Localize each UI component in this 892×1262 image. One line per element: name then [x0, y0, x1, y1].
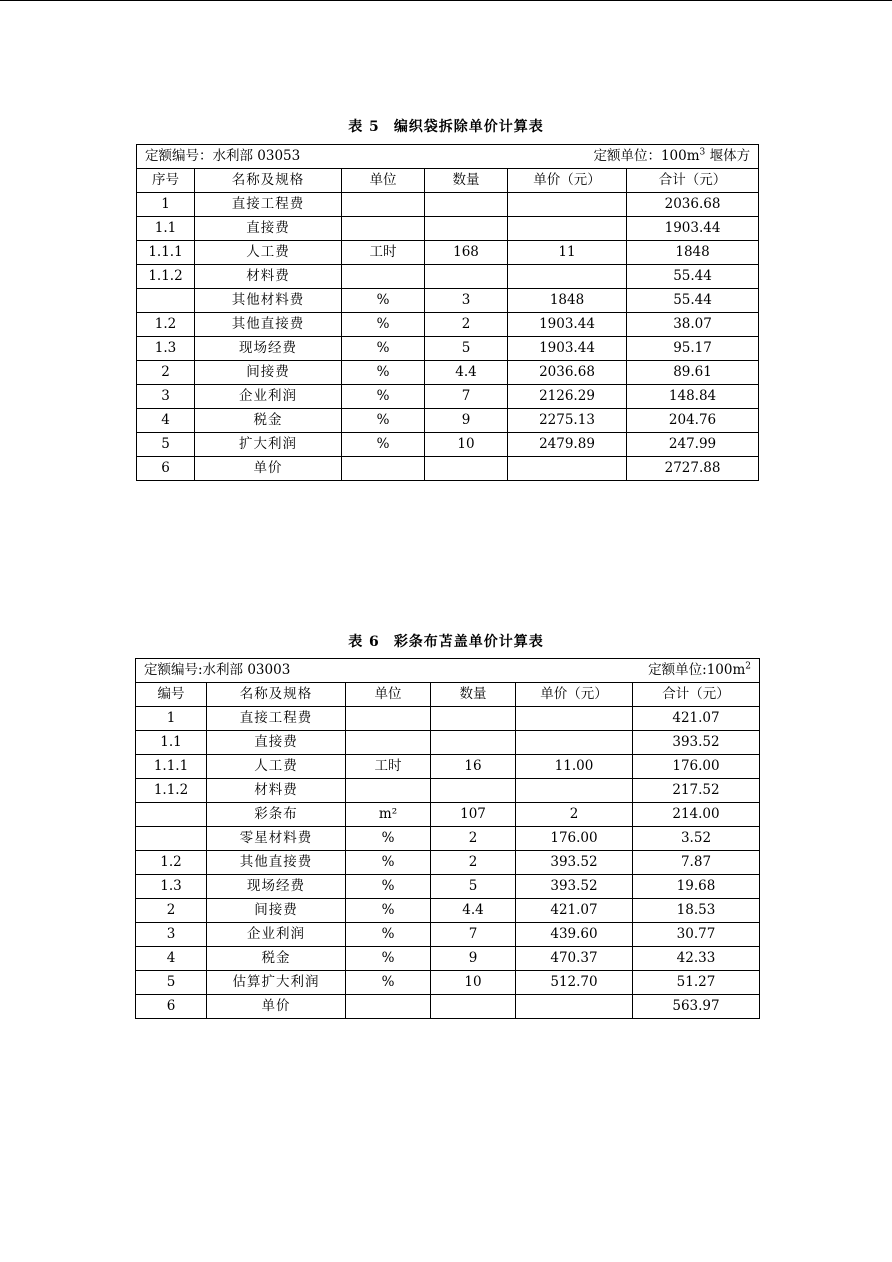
table6-cell-quantity	[431, 731, 516, 755]
table5-cell-unit-price	[508, 265, 627, 289]
table5-cell-item-name: 直接工程费	[195, 193, 342, 217]
table5-cell-unit: %	[342, 313, 425, 337]
table6-row	[136, 971, 760, 995]
table6-cell-item-name: 材料费	[207, 779, 346, 803]
table6-cell-item-name: 直接工程费	[207, 707, 346, 731]
table5-cell-quantity: 10	[425, 433, 508, 457]
table6-header-cell: 数量	[431, 683, 516, 707]
table5-cell-index: 1	[137, 193, 195, 217]
table6-quota-number: 定额编号:水利部 03003	[144, 662, 291, 678]
table6-cell-quantity: 107	[431, 803, 516, 827]
table5-cell-quantity	[425, 457, 508, 481]
table5-cell-total: 1903.44	[627, 217, 759, 241]
table5-cell-unit-price: 2479.89	[508, 433, 627, 457]
table6-cell-unit-price: 176.00	[516, 827, 633, 851]
table6-cell-unit: %	[346, 971, 431, 995]
table5-cell-index: 1.1.2	[137, 265, 195, 289]
table6-header-cell: 编号	[136, 683, 207, 707]
table5-cell-unit: 工时	[342, 241, 425, 265]
table5-header-cell: 单位	[342, 169, 425, 193]
table5-cell-item-name: 扩大利润	[195, 433, 342, 457]
table6	[135, 658, 760, 1019]
table5-cell-unit-price: 2036.68	[508, 361, 627, 385]
table6-cell-unit: %	[346, 947, 431, 971]
table5-cell-total: 204.76	[627, 409, 759, 433]
table5-cell-unit-price: 2126.29	[508, 385, 627, 409]
table5-cell-unit-price: 1903.44	[508, 313, 627, 337]
table6-cell-index: 1.3	[136, 875, 207, 899]
table6-cell-total: 3.52	[633, 827, 760, 851]
table5-cell-index: 2	[137, 361, 195, 385]
table6-cell-total: 7.87	[633, 851, 760, 875]
table5-cell-unit-price: 1903.44	[508, 337, 627, 361]
table6-cell-index: 4	[136, 947, 207, 971]
table5-cell-unit: %	[342, 337, 425, 361]
table6-row	[136, 995, 760, 1019]
table6-row	[136, 899, 760, 923]
table6-row	[136, 947, 760, 971]
table6-cell-item-name: 企业利润	[207, 923, 346, 947]
table6-cell-quantity: 9	[431, 947, 516, 971]
table6-cell-unit	[346, 707, 431, 731]
table6-cell-item-name: 零星材料费	[207, 827, 346, 851]
table5-row	[137, 409, 759, 433]
table5-cell-item-name: 企业利润	[195, 385, 342, 409]
table6-cell-item-name: 人工费	[207, 755, 346, 779]
table6-cell-index: 5	[136, 971, 207, 995]
table5-row	[137, 385, 759, 409]
table6-cell-quantity: 2	[431, 851, 516, 875]
table5-cell-item-name: 材料费	[195, 265, 342, 289]
table6-row	[136, 731, 760, 755]
table6-header-cell: 单位	[346, 683, 431, 707]
table6-cell-unit-price	[516, 779, 633, 803]
table6-cell-total: 217.52	[633, 779, 760, 803]
table5-cell-unit-price	[508, 457, 627, 481]
table5-cell-total: 148.84	[627, 385, 759, 409]
table6-row	[136, 779, 760, 803]
table5-cell-total: 2036.68	[627, 193, 759, 217]
table6-cell-unit-price	[516, 995, 633, 1019]
table6-cell-item-name: 直接费	[207, 731, 346, 755]
table5-cell-total: 95.17	[627, 337, 759, 361]
table5-cell-unit: %	[342, 433, 425, 457]
table5-cell-index: 1.1	[137, 217, 195, 241]
table6-cell-unit-price: 470.37	[516, 947, 633, 971]
table5-cell-unit	[342, 457, 425, 481]
table6-cell-unit: %	[346, 899, 431, 923]
table5-cell-index: 5	[137, 433, 195, 457]
table6-cell-unit-price: 11.00	[516, 755, 633, 779]
table6-cell-index: 1.1	[136, 731, 207, 755]
table5-header-cell: 序号	[137, 169, 195, 193]
table5-caption-title: 编织袋拆除单价计算表	[393, 119, 544, 135]
table5-cell-total: 38.07	[627, 313, 759, 337]
table6-cell-unit-price	[516, 707, 633, 731]
table6-cell-total: 393.52	[633, 731, 760, 755]
table5-row	[137, 457, 759, 481]
table6-cell-unit	[346, 731, 431, 755]
table6-header-cell: 单价（元）	[516, 683, 633, 707]
table6-cell-total: 214.00	[633, 803, 760, 827]
table5-cell-index: 6	[137, 457, 195, 481]
table5-row	[137, 241, 759, 265]
table6-cell-unit: m²	[346, 803, 431, 827]
table5-row	[137, 193, 759, 217]
table5	[136, 144, 759, 481]
table6-cell-quantity: 10	[431, 971, 516, 995]
table5-row	[137, 361, 759, 385]
table5-cell-index: 1.1.1	[137, 241, 195, 265]
table5-cell-unit-price: 1848	[508, 289, 627, 313]
table5-cell-unit: %	[342, 361, 425, 385]
table6-row	[136, 803, 760, 827]
page-top-border	[0, 0, 892, 1]
table5-quota-number: 定额编号：水利部 03053	[145, 148, 301, 164]
table5-quota-row	[137, 145, 759, 169]
table5-row	[137, 289, 759, 313]
table5-cell-index: 3	[137, 385, 195, 409]
table5-cell-item-name: 税金	[195, 409, 342, 433]
table5-cell-total: 55.44	[627, 265, 759, 289]
table6-cell-item-name: 其他直接费	[207, 851, 346, 875]
table5-cell-unit	[342, 265, 425, 289]
table5-cell-total: 89.61	[627, 361, 759, 385]
table6-cell-total: 421.07	[633, 707, 760, 731]
table5-cell-quantity: 2	[425, 313, 508, 337]
table5-cell-unit: %	[342, 385, 425, 409]
table6-cell-index: 1	[136, 707, 207, 731]
table6-cell-total: 42.33	[633, 947, 760, 971]
table5-row	[137, 265, 759, 289]
table6-cell-unit-price: 421.07	[516, 899, 633, 923]
table6-cell-unit: %	[346, 851, 431, 875]
table5-cell-quantity	[425, 217, 508, 241]
table5-cell-total: 1848	[627, 241, 759, 265]
table6-cell-item-name: 彩条布	[207, 803, 346, 827]
table6-cell-quantity	[431, 995, 516, 1019]
table6-cell-quantity	[431, 707, 516, 731]
table5-cell-quantity	[425, 193, 508, 217]
table6-cell-unit-price: 393.52	[516, 851, 633, 875]
table5-cell-unit: %	[342, 409, 425, 433]
table5-cell-unit	[342, 193, 425, 217]
table6-cell-index: 1.1.2	[136, 779, 207, 803]
table6-cell-unit-price: 439.60	[516, 923, 633, 947]
table5-header-cell: 名称及规格	[195, 169, 342, 193]
table5-cell-quantity: 4.4	[425, 361, 508, 385]
table6-cell-quantity	[431, 779, 516, 803]
table6-cell-index	[136, 827, 207, 851]
table6-cell-total: 19.68	[633, 875, 760, 899]
table6-cell-quantity: 4.4	[431, 899, 516, 923]
table6-cell-unit	[346, 779, 431, 803]
table5-caption-number: 表 5	[348, 119, 380, 135]
table6-row	[136, 851, 760, 875]
table6-cell-total: 176.00	[633, 755, 760, 779]
table5-cell-item-name: 人工费	[195, 241, 342, 265]
table5-header-cell: 数量	[425, 169, 508, 193]
table5-row	[137, 433, 759, 457]
table5-header-row	[137, 169, 759, 193]
table5-cell-unit-price	[508, 193, 627, 217]
table6-cell-unit: 工时	[346, 755, 431, 779]
table5-header-cell: 单价（元）	[508, 169, 627, 193]
table5-cell-index: 1.2	[137, 313, 195, 337]
table6-cell-index: 3	[136, 923, 207, 947]
table6-cell-quantity: 5	[431, 875, 516, 899]
table5-cell-quantity: 7	[425, 385, 508, 409]
table5-cell-unit-price	[508, 217, 627, 241]
table6-cell-total: 563.97	[633, 995, 760, 1019]
table6-cell-unit-price: 393.52	[516, 875, 633, 899]
table5-header-cell: 合计（元）	[627, 169, 759, 193]
table6-cell-unit: %	[346, 827, 431, 851]
table6-header-cell: 名称及规格	[207, 683, 346, 707]
table6-cell-unit-price	[516, 731, 633, 755]
table6-cell-unit: %	[346, 923, 431, 947]
table5-quota-unit: 定额单位：$100m^3$ 堰体方	[593, 147, 751, 164]
table6-cell-index	[136, 803, 207, 827]
table6-cell-index: 1.2	[136, 851, 207, 875]
table6-caption-title: 彩条布苫盖单价计算表	[393, 634, 544, 650]
table6-caption	[0, 631, 892, 651]
table6-row	[136, 707, 760, 731]
table5-row	[137, 313, 759, 337]
table6-row	[136, 923, 760, 947]
table5-cell-quantity: 5	[425, 337, 508, 361]
table6-quota-row	[136, 659, 760, 683]
table6-cell-total: 18.53	[633, 899, 760, 923]
table5-cell-item-name: 单价	[195, 457, 342, 481]
table5-cell-index: 1.3	[137, 337, 195, 361]
table5-cell-quantity: 168	[425, 241, 508, 265]
table5-cell-unit: %	[342, 289, 425, 313]
table6-caption-number: 表 6	[348, 634, 380, 650]
table6-cell-total: 30.77	[633, 923, 760, 947]
table5-cell-quantity: 9	[425, 409, 508, 433]
table6-cell-unit-price: 512.70	[516, 971, 633, 995]
table6-cell-item-name: 估算扩大利润	[207, 971, 346, 995]
table6-cell-quantity: 7	[431, 923, 516, 947]
table5-cell-item-name: 现场经费	[195, 337, 342, 361]
table6-header-cell: 合计（元）	[633, 683, 760, 707]
table5-cell-unit	[342, 217, 425, 241]
table6-cell-item-name: 税金	[207, 947, 346, 971]
table6-cell-quantity: 16	[431, 755, 516, 779]
table6-cell-quantity: 2	[431, 827, 516, 851]
table6-quota-unit: 定额单位$:100m^2$	[648, 661, 751, 678]
table6-cell-unit	[346, 995, 431, 1019]
table6-row	[136, 755, 760, 779]
table6-cell-total: 51.27	[633, 971, 760, 995]
table6-cell-unit-price: 2	[516, 803, 633, 827]
table5-cell-item-name: 直接费	[195, 217, 342, 241]
table5-cell-total: 2727.88	[627, 457, 759, 481]
table5-cell-index	[137, 289, 195, 313]
table5-cell-unit-price: 2275.13	[508, 409, 627, 433]
table6-cell-unit: %	[346, 875, 431, 899]
table5-row	[137, 217, 759, 241]
table5-cell-total: 55.44	[627, 289, 759, 313]
table6-cell-item-name: 单价	[207, 995, 346, 1019]
table5-row	[137, 337, 759, 361]
table5-cell-item-name: 其他材料费	[195, 289, 342, 313]
table6-row	[136, 875, 760, 899]
table6-cell-item-name: 间接费	[207, 899, 346, 923]
table6-cell-index: 6	[136, 995, 207, 1019]
table5-cell-quantity	[425, 265, 508, 289]
table5-cell-total: 247.99	[627, 433, 759, 457]
table5-cell-item-name: 其他直接费	[195, 313, 342, 337]
table6-header-row	[136, 683, 760, 707]
table6-cell-index: 2	[136, 899, 207, 923]
table5-cell-unit-price: 11	[508, 241, 627, 265]
table6-cell-item-name: 现场经费	[207, 875, 346, 899]
table5-cell-item-name: 间接费	[195, 361, 342, 385]
table6-row	[136, 827, 760, 851]
table5-caption	[0, 116, 892, 136]
table6-cell-index: 1.1.1	[136, 755, 207, 779]
table5-cell-index: 4	[137, 409, 195, 433]
table5-cell-quantity: 3	[425, 289, 508, 313]
